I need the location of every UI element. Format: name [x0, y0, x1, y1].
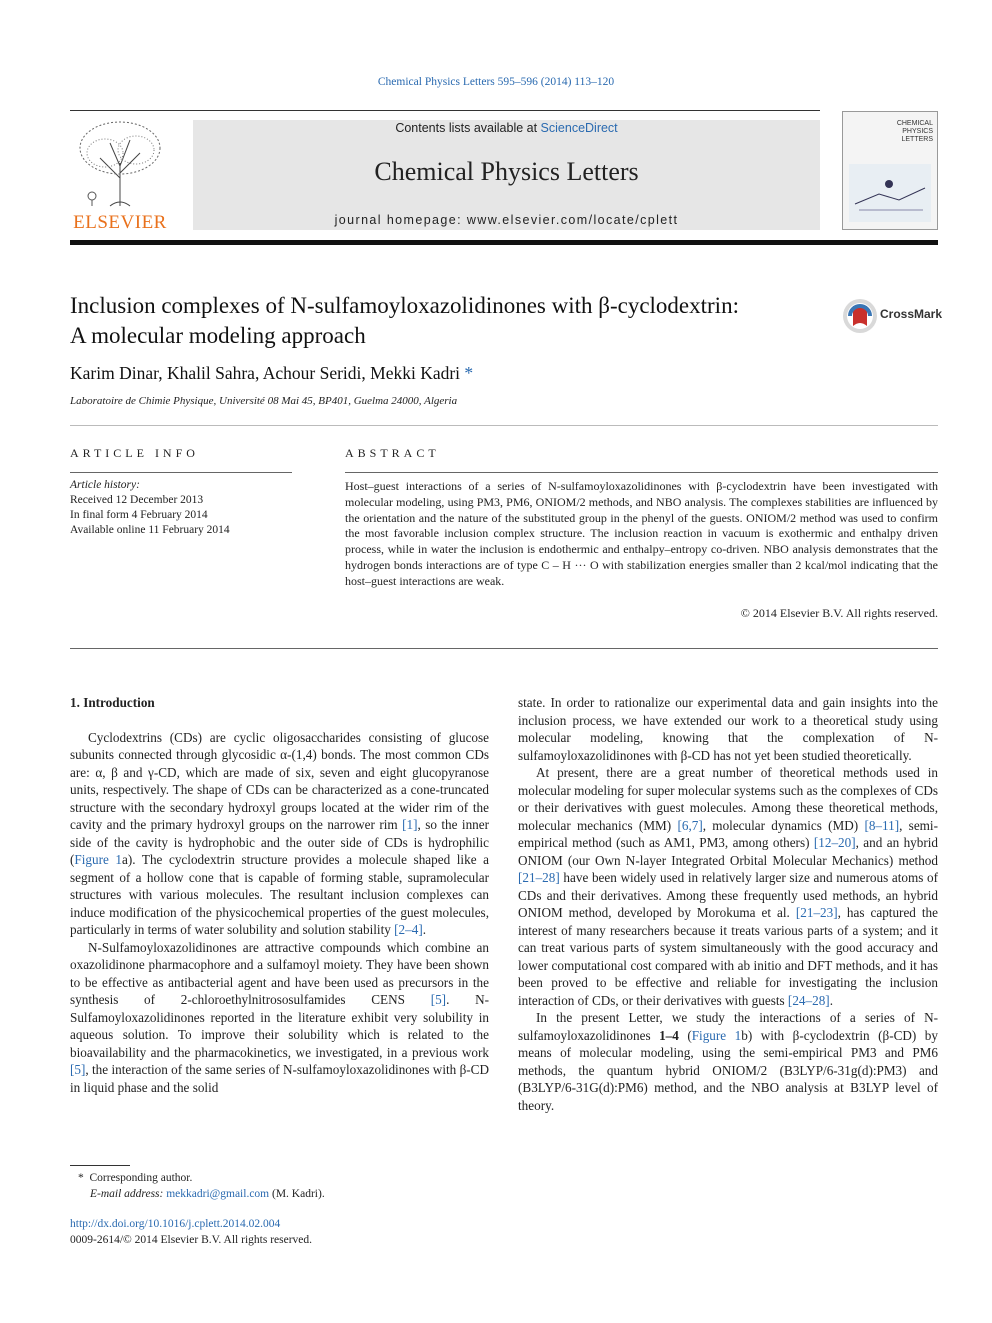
divider — [70, 425, 938, 426]
paragraph-text: a). The cyclodextrin structure provides a molecule shaped like a segment of a hollow cone that is capable of forming stable, supramolecular structures with various molecules. The resultant inclusion complexes can induce modification of the physicochemical properties of the guest molecules, particularly in terms of water solubility and solution stability — [70, 852, 489, 937]
article-doi-block — [70, 1216, 312, 1248]
body-right-column — [518, 694, 938, 1114]
top-divider — [70, 110, 820, 111]
body-left-column — [70, 694, 489, 1096]
title-line-1: Inclusion complexes of N-sulfamoyloxazolidinones with β-cyclodextrin: — [70, 293, 739, 318]
journal-name: Chemical Physics Letters — [374, 157, 639, 186]
paragraph-text: b) with β-cyclodextrin (β-CD) by means of molecular modeling, using the semi-empirical PM3 and PM6 methods, the quantum hybrid ONIOM/2 (B3LYP/6-31g(d):PM3) and (B3LYP/6-31G(d):PM6) method, and the NBO analysis at B3LYP level of theory. — [518, 1027, 938, 1113]
paragraph — [70, 939, 489, 1097]
article-history — [70, 478, 230, 538]
paragraph — [518, 1009, 938, 1114]
contents-prefix: Contents lists available at — [395, 121, 541, 135]
journal-cover-thumbnail[interactable] — [842, 111, 938, 230]
divider — [70, 648, 938, 649]
section-title-introduction: 1. Introduction — [70, 695, 155, 710]
reference-link[interactable]: [5] — [70, 1062, 86, 1077]
paragraph-text: , so the inner side of the cavity is hydrophobic and the outer side of CDs is hydrophilic ( — [70, 817, 490, 867]
reference-link[interactable]: [6,7] — [677, 817, 703, 833]
figure-link[interactable]: Figure 1 — [74, 852, 123, 867]
paragraph — [518, 764, 938, 1009]
email-link[interactable]: mekkadri@gmail.com — [166, 1188, 270, 1200]
authors: Karim Dinar, Khalil Sahra, Achour Seridi, Mekki Kadri — [70, 363, 461, 383]
abstract-heading: ABSTRACT — [345, 446, 440, 460]
header-bottom-rule — [70, 240, 938, 245]
corresponding-label: Corresponding author. — [89, 1172, 193, 1184]
figure-link[interactable]: Figure 1 — [691, 1027, 742, 1043]
email-label: E-mail address: — [90, 1188, 164, 1200]
article-title — [70, 291, 830, 351]
reference-link[interactable]: [5] — [430, 992, 447, 1007]
paragraph-text: . — [829, 992, 833, 1008]
compound-numbers: 1–4 — [659, 1027, 679, 1043]
footnote-mark: * — [78, 1172, 84, 1184]
paragraph-text: ( — [678, 1027, 692, 1043]
doi-link[interactable]: http://dx.doi.org/10.1016/j.cplett.2014.02.004 — [70, 1218, 281, 1230]
divider — [345, 472, 938, 473]
paragraph — [70, 729, 489, 939]
paragraph-text: , molecular dynamics (MD) — [702, 817, 865, 833]
crossmark-label[interactable]: CrossMark — [880, 307, 943, 321]
cover-title: CHEMICAL PHYSICS LETTERS — [896, 120, 933, 143]
paragraph-text: , has captured the interest of many researchers because it treats various parts of a system; and it can treat various parts of system simultaneously with the good accuracy and lower computational cost compared with ab initio and DFT methods, and it has been proved to be effective and reliable for investigating the inclusion interaction of CDs, or their derivatives with guests — [518, 905, 939, 1008]
reference-link[interactable]: [12–20] — [813, 835, 856, 850]
received-date: Received 12 December 2013 — [70, 494, 204, 506]
corresponding-author-marker[interactable]: * — [464, 363, 474, 383]
author-list — [70, 363, 473, 384]
reference-link[interactable]: [21–23] — [795, 905, 838, 920]
issn-copyright: 0009-2614/© 2014 Elsevier B.V. All rights reserved. — [70, 1234, 313, 1246]
history-label: Article history: — [70, 479, 140, 491]
abstract-text: Host–guest interactions of a series of N-sulfamoyloxazolidinones with β-cyclodextrin have been investigated with molecular modeling, using PM3, PM6, ONIOM/2 methods, and NBO analysis. The complexes stabilities are influenced by the orientation and the nature of the substituted group in the phenyl of the guests. ONIOM/2 method was used to confirm the most favorable inclusion complex structure. The inclusion reaction in vacuum is exothermic and enthalpy driven process, while in water the inclusion is endothermic and enthalpy–entropy co-driven. NBO analysis demonstrates that the hydrogen bonds interactions are of type C – H ··· O with stabilization energies smaller than 2 kcal/mol indicating that the host–guest interactions are weak. — [345, 479, 938, 588]
reference-link[interactable]: [1] — [402, 817, 418, 832]
sciencedirect-link[interactable]: ScienceDirect — [540, 121, 618, 135]
email-owner: (M. Kadri). — [272, 1188, 325, 1200]
reference-link[interactable]: [8–11] — [864, 817, 900, 833]
paragraph-text: , semi-empirical method (such as AM1, PM3, among others) — [518, 817, 938, 850]
paragraph-text: At present, there are a great number of theoretical methods used in molecular modeling for super molecular systems such as the complexes of CDs or their derivatives with guest molecules. Among these theoretical methods, molecular mechanics (MM) — [518, 765, 938, 833]
article-info-heading: ARTICLE INFO — [70, 446, 199, 460]
crossmark-icon — [842, 298, 878, 334]
reference-link[interactable]: [21–28] — [518, 870, 560, 885]
journal-reference-link[interactable]: Chemical Physics Letters 595–596 (2014) 113–120 — [377, 76, 615, 88]
paragraph-text: In the present Letter, we study the interactions of a series of N-sulfamoyloxazolidinones — [518, 1010, 938, 1043]
divider — [70, 472, 292, 473]
footnote-corresponding — [78, 1170, 325, 1202]
reference-link[interactable]: [24–28] — [787, 992, 830, 1008]
abstract-copyright: © 2014 Elsevier B.V. All rights reserved. — [740, 606, 938, 620]
contents-line — [193, 121, 820, 135]
elsevier-wordmark: ELSEVIER — [73, 212, 167, 233]
paragraph-text: have been widely used in relatively larger size and numerous atoms of CDs and their derivatives. Among these frequently used methods, an hybrid ONIOM method, developed by Morokuma et al. — [518, 870, 938, 920]
paragraph-text: , the interaction of the same series of N-sulfamoyloxazolidinones with β-CD in liquid phase and the solid — [70, 1062, 489, 1095]
paragraph-text: . — [422, 922, 427, 937]
paragraph-text: , and an hybrid ONIOM (our Own N-layer Integrated Orbital Molecular Mechanics) method — [518, 835, 938, 868]
paragraph: state. In order to rationalize our experimental data and gain insights into the inclusion process, we have extended our work to a theoretical study using molecular modeling, knowing that the complexation of N-sulfamoyloxazolidinones with β-CD has not yet been studied theoretically. — [518, 695, 938, 763]
revised-date: In final form 4 February 2014 — [70, 509, 208, 521]
reference-link[interactable]: [2–4] — [394, 922, 423, 937]
online-date: Available online 11 February 2014 — [70, 524, 230, 536]
journal-homepage[interactable]: journal homepage: www.elsevier.com/locate/cplett — [334, 213, 679, 227]
cover-graphic — [849, 164, 931, 222]
affiliation: Laboratoire de Chimie Physique, Université 08 Mai 45, BP401, Guelma 24000, Algeria — [70, 395, 458, 407]
paragraph-text: N-Sulfamoyloxazolidinones are attractive compounds which combine an oxazolidinone pharmacophore and a sulfamoyl moiety. They have been shown to be effective as antibacterial agent and have been used as precursors in the synthesis of 2-chloroethylnitrososulfamides CENS — [70, 939, 489, 1007]
footnote-rule — [70, 1165, 130, 1166]
paragraph-text: . N-Sulfamoyloxazolidinones reported in the literature exhibit very solubility in aqueous solution. To improve their solubility which is related to the bioavailability and the pharmacokinetics, we investigated, in a previous work — [70, 992, 489, 1060]
title-line-2: A molecular modeling approach — [70, 323, 366, 348]
paragraph-text: Cyclodextrins (CDs) are cyclic oligosaccharides consisting of glucose subunits connected through glycosidic α-(1,4) bonds. The most common CDs are: α, β and γ-CD, which are made of six, seven and eight glucopyranose units, respectively. The shape of CDs can be characterized as a cone-truncated structure with the secondary hydroxyl groups located at the wider rim of the cavity and the primary hydroxyl groups on the narrower rim — [70, 729, 489, 832]
